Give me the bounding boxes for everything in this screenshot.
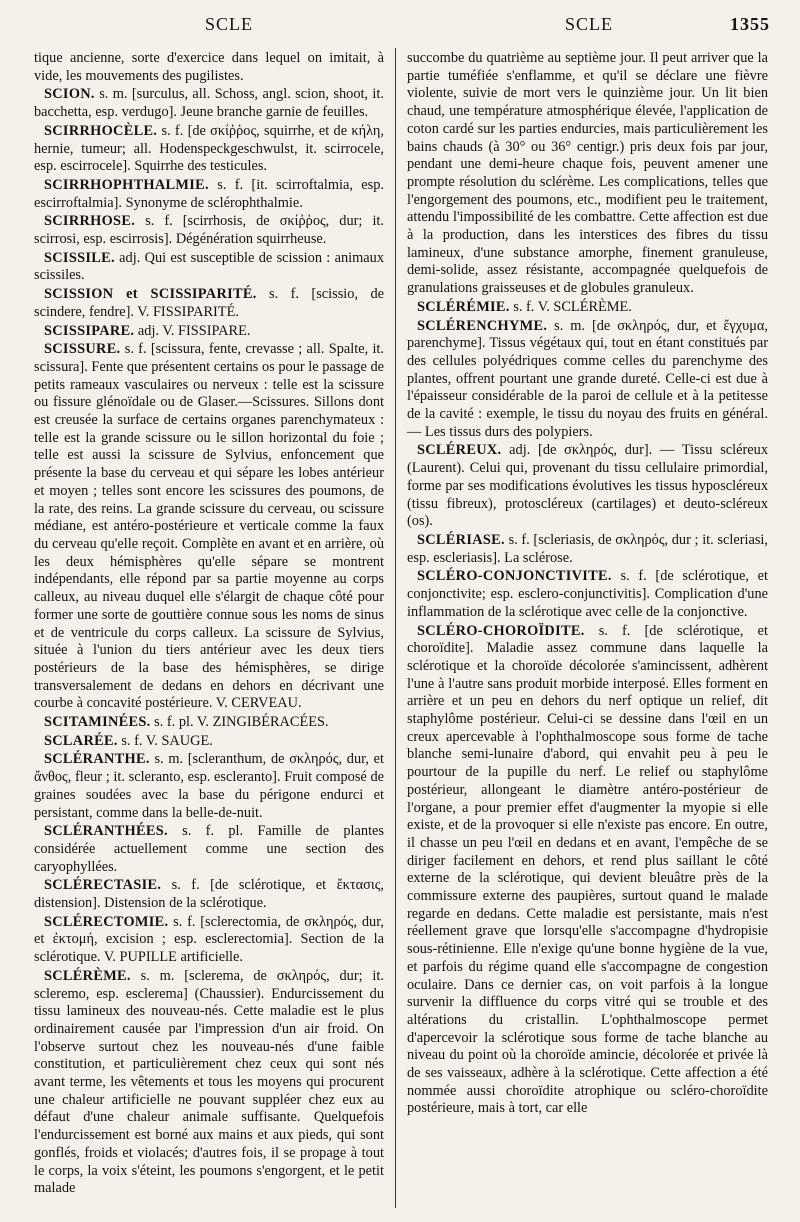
entry-headword: SCLÉRO-CHOROÏDITE.: [417, 622, 585, 639]
dictionary-entry: [34, 751, 384, 822]
dictionary-entry: [34, 823, 384, 876]
right-column: [407, 50, 768, 1119]
left-column: [34, 50, 384, 1199]
entry-headword: SCLÉRECTASIE.: [44, 877, 162, 894]
entry-headword: SCLÉRECTOMIE.: [44, 913, 169, 930]
dictionary-entry: [34, 50, 384, 85]
entry-definition: s. f. [it. scirroftalmia, esp. escirroftalmia]. Synonyme de sclérophthalmie.: [34, 176, 384, 211]
entry-definition: s. f. pl. Famille de plantes considérée actuellement comme une section des caryophyllées.: [34, 823, 384, 875]
entry-definition: adj. V. FISSIPARE.: [134, 322, 251, 339]
running-head-right: SCLE: [565, 14, 614, 34]
dictionary-entry: [34, 323, 384, 341]
dictionary-entry: [407, 532, 768, 567]
dictionary-entry: [407, 623, 768, 1119]
entry-definition: s. f. [scleriasis, de σκληρός, dur ; it. scleriasi, esp. escleriasis]. La sclérose.: [407, 531, 768, 566]
entry-headword: SCLARÉE.: [44, 732, 118, 749]
entry-definition: s. f. [de sclérotique, et conjonctivite; esp. esclero-conjunctivitis]. Complication d'une inflammation de la sclérotique avec celle de la conjonctive.: [407, 568, 768, 620]
entry-definition: s. f. [sclerectomia, de σκληρός, dur, et ἐκτομή, excision ; esp. esclerectomia]. Section de la sclérotique. V. PUPILLE artificielle.: [34, 913, 384, 966]
entry-headword: SCIRRHOPHTHALMIE.: [44, 176, 209, 193]
dictionary-entry: [34, 213, 384, 248]
entry-definition: s. m. [scleranthum, de σκληρός, dur, et ἄνθος, fleur ; it. scleranto, esp. escleranto]. Fruit composé de graines soudées avec la base du périgone endurci et persistant, comme dans la belle-de-nuit.: [34, 751, 384, 821]
entry-definition: s. f. [de sclérotique, et ἔκτασις, distension]. Distension de la sclérotique.: [34, 877, 384, 912]
running-head-left: SCLE: [205, 14, 254, 34]
entry-headword: SCION.: [44, 86, 95, 103]
entry-definition: s. f. V. SAUGE.: [117, 732, 213, 749]
entry-headword: SCLÉRO-CONJONCTIVITE.: [417, 568, 612, 585]
entry-definition: succombe du quatrième au septième jour. Il peut arriver que la partie tuméfiée s'enflamme, et qu'il se déclare une fièvre violente, suivie de mort vers le quinzième jour. Un lit bien chaud, une température atmosphérique élevée, l'application de coton cardé sur les parties endurcies, mais particulièrement les bains chauds (à 30° ou 36° centigr.) pris deux fois par jour, pendant une demi-heure chaque fois, peuvent amener une prompte résolution du sclérème. Les complications, telles que l'engorgement des poumons, etc., modifient peu le traitement, attendu l'impossibilité de les combattre. Cette affection est due à la production, dans les interstices des fibres du tissu lamineux, d'une substance amorphe, finement granuleuse, demi-solide, assez résistante, accompagnée quelquefois de granulations graisseuses et de globules granuleux.: [407, 50, 768, 297]
entry-headword: SCLÉRANTHE.: [44, 751, 150, 768]
entry-headword: SCLÉREUX.: [417, 442, 502, 459]
entry-definition: s. m. [sclerema, de σκληρός, dur; it. scleremo, esp. esclerema] (Chaussier). Endurcissement du tissu lamineux des nouveau-nés. Cette maladie est le plus ordinairement causée par l'impression d'un air froid. On l'observe surtout chez les nouveau-nés d'une faible constitution, et particulièrement chez ceux qui sont nés avant terme, les vêtements et tous les moyens qui procurent une chaleur artificielle ne pouvant suppléer chez eux au défaut d'une chaleur animale suffisante. Quelquefois l'endurcissement est borné aux mains et aux pieds, qui sont gonflés, froids et violacés; d'autres fois, il se propage à tout le corps, la voix s'éteint, les poumons s'engorgent, et le petit malade: [34, 967, 384, 1197]
entry-headword: SCLÉRANTHÉES.: [44, 823, 168, 840]
page-number: 1355: [730, 14, 770, 34]
dictionary-entry: [407, 568, 768, 621]
dictionary-entry: [34, 914, 384, 967]
dictionary-entry: [34, 733, 384, 751]
entry-headword: SCLÉRÈME.: [44, 967, 131, 984]
dictionary-entry: [407, 318, 768, 442]
dictionary-entry: [407, 50, 768, 298]
dictionary-entry: [407, 442, 768, 531]
entry-headword: SCITAMINÉES.: [44, 714, 151, 731]
entry-headword: SCISSION et SCISSIPARITÉ.: [44, 286, 257, 303]
entry-definition: s. m. [surculus, all. Schoss, angl. scion, shoot, it. bacchetta, esp. verdugo]. Jeune branche garnie de feuilles.: [34, 86, 384, 121]
entry-definition: s. f. [scissio, de scindere, fendre]. V. FISSIPARITÉ.: [34, 286, 384, 320]
dictionary-entry: [34, 86, 384, 121]
entry-definition: adj. [de σκληρός, dur]. — Tissu scléreux (Laurent). Celui qui, provenant du tissu cellulaire primordial, forme par ses modifications évolutives les tissus hyposcléreux (tissu fibreux), protoscléreux (cartilages) et deuto-scléreux (os).: [407, 442, 768, 530]
dictionary-entry: [34, 714, 384, 732]
entry-definition: s. m. [de σκληρός, dur, et ἔγχυμα, parenchyme]. Tissus végétaux qui, tout en étant constitués par des cellules polyédriques comme celles du parenchyme des plantes, offrent pourtant une grande dureté. Celle-ci est due à l'épaisseur considérable de la paroi de cellule et à la petitesse de la cavité : exemple, le tissu du noyau des fruits en général.— Les tissus durs des polypiers.: [407, 317, 768, 440]
entry-headword: SCISSILE.: [44, 249, 115, 266]
dictionary-entry: [34, 286, 384, 321]
entry-definition: s. f. [de σκίῤῥος, squirrhe, et de κήλη, hernie, tumeur; all. Hodenspeckgeschwulst, it. scirrocele, esp. escirrocele]. Squirrhe des testicules.: [34, 122, 384, 175]
entry-definition: s. f. [scirrhosis, de σκίῤῥος, dur; it. scirrosi, esp. escirrosis]. Dégénération squirrheuse.: [34, 213, 384, 248]
dictionary-entry: [34, 968, 384, 1198]
entry-definition: s. f. V. SCLÉRÈME.: [509, 298, 632, 315]
entry-definition: s. f. [de sclérotique, et choroïdite]. Maladie assez commune dans laquelle la sclérotique et la choroïde décolorée s'amincissent, adhèrent l'une à l'autre sans produit morbide interposé. Elles forment en arrière et un peu en dehors du nerf optique un relief, dit staphylôme postérieur. Celui-ci se dessine dans l'œil en un creux apercevable à l'ophthalmoscope sous forme de tache blanche semi-lunaire d'abord, qui envahit peu à peu le pourtour de la pupille du nerf. Le relief ou staphylôme postérieur, allongeant le diamètre antéro-postérieur de l'organe, a pour premier effet d'augmenter la myopie si elle existe, et de la provoquer si elle n'existe pas encore. En outre, il chasse un peu l'œil en dedans et en avant, l'empêche de se diriger facilement en dehors, et rend plus saillant le côté externe de la sclérotique, qui devient bleuâtre près de la commissure externe des paupières, surtout quand le malade regarde en dedans. Cette maladie est persistante, mais n'est réellement grave que lorsqu'elle s'accompagne d'hydropisie sous-rétinienne. Elle n'exige qu'une bonne hygiène de la vue, et parfois du régime quand elle s'accompagne de congestion oculaire. Dans ce dernier cas, on voit parfois à la longue survenir la diffluence du corps vitré qui se trouble et des altérations du cristallin. L'ophthalmoscope permet d'apercevoir la sclérotique sous forme de tache blanche au niveau du point où la choroïde amincie, décolorée et privée là de ses vaisseaux, adhère à la sclérotique. Cette affection a été nommée aussi choroïdite atrophique ou scléro-choroïdite postérieure, mais à tort, car elle: [407, 622, 768, 1117]
dictionary-entry: [34, 877, 384, 912]
dictionary-entry: [34, 123, 384, 176]
entry-definition: adj. Qui est susceptible de scission : animaux scissiles.: [34, 249, 384, 284]
entry-headword: SCLÉRENCHYME.: [417, 317, 548, 334]
dictionary-entry: [407, 299, 768, 317]
page-header: [0, 14, 800, 40]
entry-definition: s. f. [scissura, fente, crevasse ; all. Spalte, it. scissura]. Fente que présentent certains os pour le passage de petits rameaux vasculaires ou nerveux : telle est la scissure ou fissure glénoïdale ou de Glaser.—Scissures. Sillons dont est creusée la surface de certains organes parenchymateux : telle est la grande scissure ou le sillon horizontal du foie ; telle est aussi la scissure de Sylvius, enfoncement que présente la base du cerveau et qui sépare les lobes antérieur et moyen ; telles sont encore les scissures des poumons, de la rate, des reins. La grande scissure du cerveau, ou scissure médiane, est antéro-postérieure et verticale comme la faux du cerveau qu'elle reçoit. Complète en avant et en arrière, où les deux hémisphères qu'elle sépare se montrent indépendants, elle répond par sa partie moyenne au corps calleux, au niveau duquel elle s'élargit de chaque côté pour former une sorte de gouttière connue sous les noms de sinus et de ventricule du corps calleux. La scissure de Sylvius, située à l'union du tiers antérieur avec les deux tiers postérieurs de la base des hémisphères, se dirige transversalement de dedans en dehors en décrivant une courbe à concavité postérieure. V. CERVEAU.: [34, 341, 384, 712]
column-divider: [395, 48, 396, 1208]
entry-definition: s. f. pl. V. ZINGIBÉRACÉES.: [150, 714, 329, 731]
entry-definition: tique ancienne, sorte d'exercice dans lequel on imitait, à vide, les mouvements des pugilistes.: [34, 50, 384, 84]
dictionary-entry: [34, 250, 384, 285]
entry-headword: SCLÉRIASE.: [417, 531, 505, 548]
entry-headword: SCIRRHOSE.: [44, 213, 136, 230]
dictionary-entry: [34, 177, 384, 212]
dictionary-entry: [34, 341, 384, 713]
entry-headword: SCLÉRÉMIE.: [417, 298, 510, 315]
entry-headword: SCISSURE.: [44, 341, 121, 358]
entry-headword: SCISSIPARE.: [44, 322, 135, 339]
entry-headword: SCIRRHOCÈLE.: [44, 122, 158, 139]
